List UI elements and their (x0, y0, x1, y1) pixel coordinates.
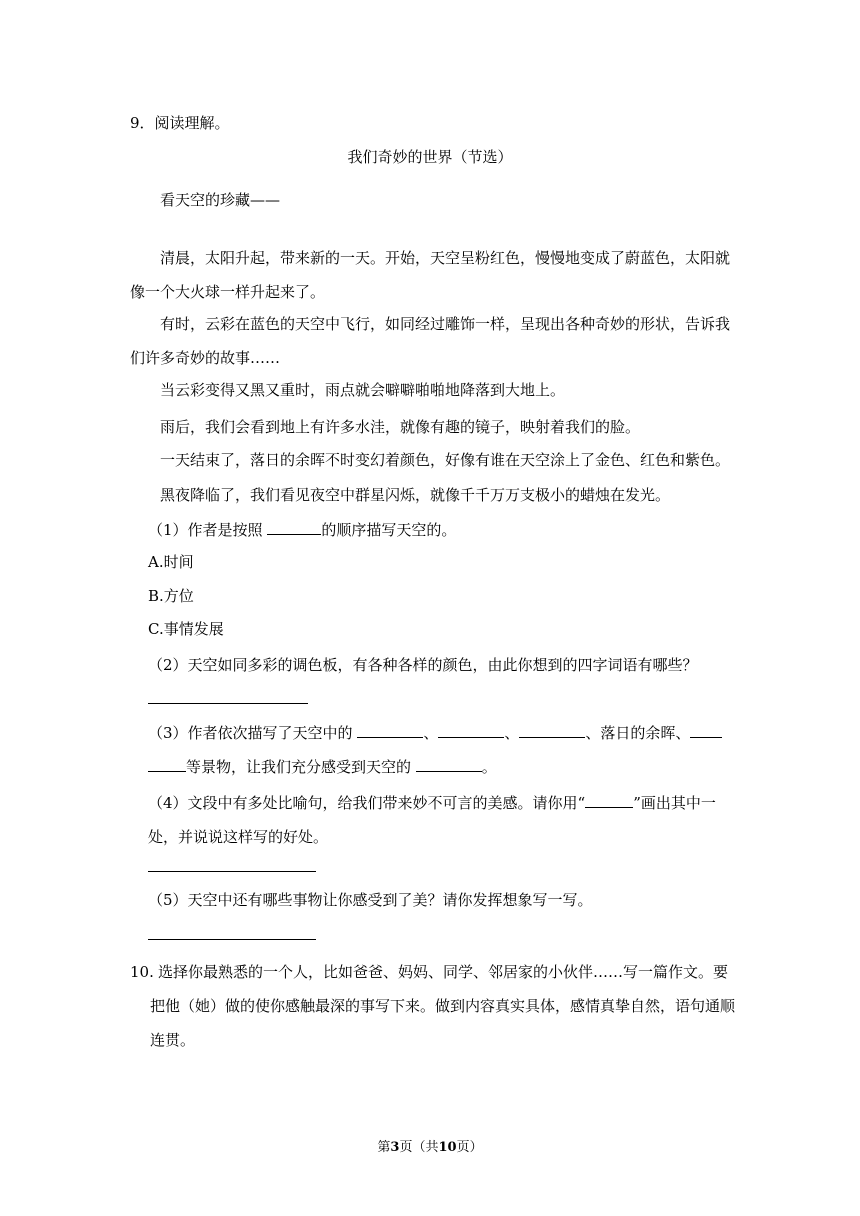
answer-blank[interactable] (148, 755, 186, 772)
page-number: 3 (390, 1140, 400, 1155)
question-10-text: 选择你最熟悉的一个人，比如爸爸、妈妈、同学、邻居家的小伙伴……写一篇作文。要把他（她）做的使你感触最深的事写下来。做到内容真实具体，感情真挚自然，语句通顺连贯。 (150, 963, 736, 1049)
question-10 (130, 955, 735, 1057)
sub-question-1 (148, 518, 456, 541)
sub-question-3-text-mid: 、落日的余晖、 (585, 724, 691, 742)
question-10-number: 10. (130, 963, 154, 981)
sub-question-1-text: （1）作者是按照 (148, 521, 268, 539)
passage-paragraph: 黑夜降临了，我们看见夜空中群星闪烁，就像千千万万支极小的蜡烛在发光。 (160, 486, 671, 504)
passage-paragraph: 看天空的珍藏—— (160, 191, 281, 209)
option-b: B.方位 (148, 587, 194, 605)
sub-question-2: （2）天空如同多彩的调色板，有各种各样的颜色，由此你想到的四字词语有哪些？ (148, 656, 698, 674)
sub-question-5: （5）天空中还有哪些事物让你感受到了美？请你发挥想象写一写。 (148, 891, 593, 909)
answer-line[interactable] (148, 870, 316, 872)
underline-mark (585, 791, 633, 808)
passage-paragraph: 当云彩变得又黑又重时，雨点就会噼噼啪啪地降落到大地上。 (160, 381, 566, 399)
sub-question-4-text: （4）文段中有多处比喻句，给我们带来妙不可言的美感。请你用“ (148, 794, 586, 812)
separator: 、 (504, 724, 520, 742)
sub-question-4-text-end: ”画出其中一处，并说说这样写的好处。 (148, 794, 716, 846)
sub-question-3 (148, 716, 733, 784)
passage-paragraph: 一天结束了，落日的余晖不时变幻着颜色，好像有谁在天空涂上了金色、红色和紫色。 (160, 451, 731, 469)
answer-blank[interactable] (519, 721, 585, 738)
separator: 、 (423, 724, 439, 742)
answer-blank[interactable] (267, 518, 321, 535)
page-footer (0, 1138, 860, 1158)
sub-question-3-text-end: 等景物，让我们充分感受到天空的 (186, 758, 416, 776)
answer-line[interactable] (148, 938, 316, 940)
passage-paragraph: 清晨，太阳升起，带来新的一天。开始，天空呈粉红色，慢慢地变成了蔚蓝色，太阳就像一个大火球一样升起来了。 (130, 249, 731, 301)
sub-question-4 (148, 786, 733, 854)
footer-text: 页（共 (399, 1140, 439, 1155)
answer-blank[interactable] (438, 721, 504, 738)
option-c: C.事情发展 (148, 620, 224, 638)
answer-blank[interactable] (357, 721, 423, 738)
answer-blank[interactable] (690, 721, 722, 738)
answer-blank[interactable] (416, 755, 482, 772)
sub-question-3-text: （3）作者依次描写了天空中的 (148, 724, 358, 742)
passage-paragraph: 雨后，我们会看到地上有许多水洼，就像有趣的镜子，映射着我们的脸。 (160, 418, 641, 436)
answer-line[interactable] (148, 702, 308, 704)
footer-text: 第 (377, 1140, 391, 1155)
passage-title: 我们奇妙的世界（节选） (347, 148, 513, 166)
total-pages: 10 (438, 1140, 457, 1155)
question-9-heading: 9．阅读理解。 (130, 114, 230, 132)
sub-question-3-period: 。 (481, 758, 497, 776)
sub-question-1-text-end: 的顺序描写天空的。 (321, 521, 457, 539)
option-a: A.时间 (148, 553, 194, 571)
passage-paragraph: 有时，云彩在蓝色的天空中飞行，如同经过雕饰一样，呈现出各种奇妙的形状，告诉我们许多奇妙的故事…… (130, 315, 731, 367)
footer-text: 页） (456, 1140, 483, 1155)
